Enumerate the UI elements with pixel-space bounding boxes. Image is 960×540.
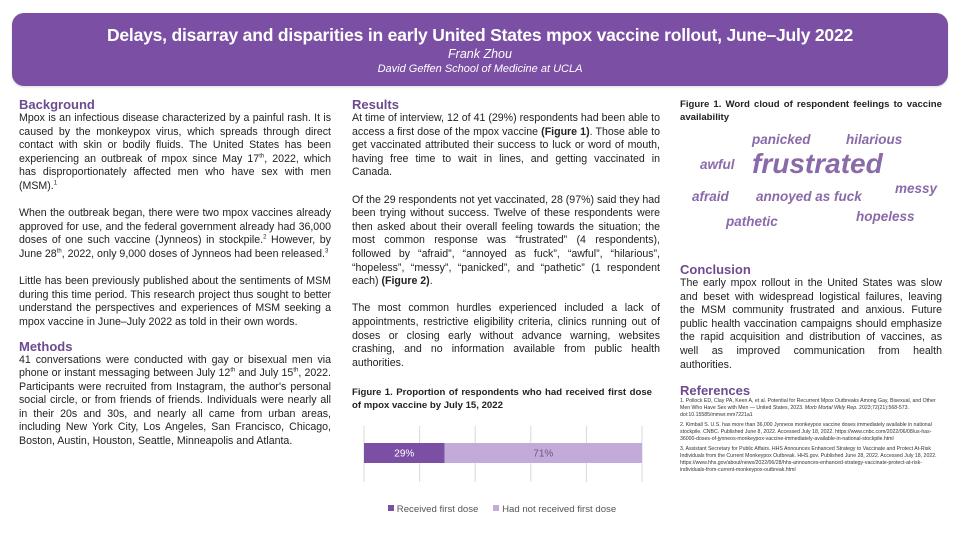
word-cloud-title: Figure 1. Word cloud of respondent feelings to vaccine availability bbox=[680, 99, 942, 123]
text-run: . bbox=[429, 275, 433, 288]
conclusion-paragraph: The early mpox rollout in the United States was slow and beset with widespread logistical failures, leaving the MSM community frustrated and anxious. Future public health vaccination campaigns should emphasize the rapid acquisition and distribution of vaccines, as well as improved communication from health authorities. bbox=[680, 277, 942, 371]
citation-ref: 2 bbox=[263, 234, 267, 241]
middle-column bbox=[352, 97, 660, 532]
results-paragraph-2 bbox=[352, 194, 660, 289]
reference-text: 1. Pollock ED, Clay PA, Keen A, et al. Potential for Recurrent Mpox Outbreaks Among Gay, Bisexual, and Other Men Who Have Sex with Men — United States, 2023. bbox=[680, 398, 936, 412]
reference-text: 2. Kimball S. U.S. has more than 36,000 Jynneos monkeypox vaccine doses immediately available in national stockpile. CNBC. Published June 8, 2022. Accessed July 18, 2022. https://www.cnbc.com/2022/06/08/us-has-36000-doses-of-jynneos-monkeypox-vaccine-immediately-available-in-national-stockpile.html bbox=[680, 422, 932, 443]
reference-item bbox=[680, 398, 942, 419]
legend-item-not-received bbox=[493, 504, 616, 515]
bar-data-label: 71% bbox=[533, 448, 554, 460]
background-paragraph-1 bbox=[19, 112, 331, 194]
superscript: th bbox=[293, 367, 299, 374]
word-hilarious: hilarious bbox=[846, 132, 903, 147]
superscript: th bbox=[56, 248, 62, 255]
chart-title: Figure 1. Proportion of respondents who had received first dose of mpox vaccine by July 15, 2022 bbox=[352, 387, 652, 411]
conclusion-heading: Conclusion bbox=[680, 262, 751, 277]
methods-paragraph bbox=[19, 354, 331, 449]
left-column bbox=[19, 97, 331, 449]
text-run: However, by June 28 bbox=[19, 234, 331, 260]
results-paragraph-3: The most common hurdles experienced included a lack of appointments, restrictive eligibility criteria, clinics running out of doses or closing early without advance warning, websites crashing, and no information available from public health authorities. bbox=[352, 302, 660, 369]
results-paragraph-1 bbox=[352, 112, 660, 180]
author-name: Frank Zhou bbox=[448, 47, 512, 61]
word-messy: messy bbox=[895, 181, 938, 196]
word-awful: awful bbox=[700, 157, 735, 172]
reference-journal: Morb Mortal Wkly Rep bbox=[804, 405, 857, 412]
text-run: , 2022. Participants were recruited from Instagram, the author's personal social circle, or from friends of friends. Individuals were nearly all in their 20s and 30s, and nearly all came from urban areas, including New York City, Los Angeles, San Francisco, Chicago, Boston, Austin, Houston, Seattle, Minneapolis and Atlanta. bbox=[19, 367, 332, 448]
text-run: , 2022, which has disproportionately affected men who have sex with men (MSM). bbox=[19, 152, 331, 192]
superscript: th bbox=[259, 153, 265, 160]
text-run: When the outbreak began, there were two mpox vaccines already approved for use, and the federal government already had 36,000 doses of one such vaccine (Jynneos) in stockpile. bbox=[19, 207, 331, 247]
reference-text: 3. Assistant Secretary for Public Affairs. HHS Announces Enhanced Strategy to Vaccinate and Protect At-Risk Individuals from the Current Monkeypox Outbreak. HHS.gov. Published June 28, 2022. Accessed July 18, 2022. https://www.hhs.gov/about/news/2022/06/28/hhs-announces-enhanced-strategy-vaccinate-protect-at-risk-individuals-from-current-monkeypox-outbreak.html bbox=[680, 446, 937, 474]
references-heading: References bbox=[680, 383, 751, 399]
chart-legend bbox=[352, 504, 652, 515]
references-list bbox=[680, 398, 942, 474]
figure-ref: (Figure 2) bbox=[381, 275, 430, 288]
legend-swatch bbox=[388, 505, 394, 511]
word-afraid: afraid bbox=[692, 189, 729, 204]
word-frustrated: frustrated bbox=[752, 148, 883, 179]
poster-header bbox=[12, 13, 948, 86]
text-run: . Those able to get vaccinated attributed their success to luck or word of mouth, having free time to wait in lines, and getting vaccinated in Canada. bbox=[352, 125, 660, 179]
legend-label: Received first dose bbox=[396, 504, 479, 516]
reference-item bbox=[680, 422, 942, 443]
legend-label: Had not received first dose bbox=[502, 504, 617, 516]
poster-title: Delays, disarray and disparities in early United States mpox vaccine rollout, June–July 2022 bbox=[106, 25, 854, 45]
text-run: Mpox is an infectious disease characterized by a painful rash. It is caused by the monkeypox virus, which spreads through direct contact with skin or bodily fluids. The United States has been experiencing an outbreak of mpox since May 17 bbox=[19, 112, 331, 165]
text-run: Of the 29 respondents not yet vaccinated, 28 (97%) said they had been trying without success. Twelve of these respondents were then asked about their overall feeling towards the situation; the most common response was “frustrated” (4 respondents), followed by “afraid”, “annoyed as fuck”, “awful”, “hilarious”, “hopeless”, “messy”, “panicked”, and “pathetic” (1 respondent each) bbox=[352, 193, 660, 288]
legend-swatch bbox=[493, 505, 499, 511]
chart-svg bbox=[352, 412, 652, 502]
figure-ref: (Figure 1) bbox=[541, 125, 590, 138]
reference-item bbox=[680, 446, 942, 474]
word-cloud bbox=[680, 132, 942, 250]
legend-item-received bbox=[388, 504, 479, 515]
background-paragraph-2 bbox=[19, 207, 331, 261]
citation-ref: 3 bbox=[325, 248, 329, 255]
bar-data-label: 29% bbox=[394, 448, 415, 460]
text-run: and July 15 bbox=[235, 367, 294, 380]
background-paragraph-3: Little has been previously published about the sentiments of MSM during this time period. This research project thus sought to better understand the perspectives and experiences of MSM seeking a mpox vaccine in June–July 2022 as told in their own words. bbox=[19, 275, 331, 328]
word-hopeless: hopeless bbox=[856, 209, 915, 224]
methods-heading: Methods bbox=[19, 338, 73, 354]
word-annoyed-as-fuck: annoyed as fuck bbox=[756, 189, 862, 204]
citation-ref: 1 bbox=[53, 180, 58, 187]
text-run: 41 conversations were conducted with gay or bisexual men via phone or instant messaging between July 12 bbox=[19, 353, 331, 380]
background-heading: Background bbox=[19, 97, 95, 112]
right-column bbox=[680, 99, 942, 477]
text-run: , 2022, only 9,000 doses of Jynneos had been released. bbox=[61, 247, 325, 260]
author-affiliation: David Geffen School of Medicine at UCLA bbox=[377, 63, 583, 75]
stacked-bar-chart bbox=[352, 412, 652, 532]
text-run: At time of interview, 12 of 41 (29%) respondents had been able to access a first dose of the mpox vaccine bbox=[352, 112, 660, 138]
word-pathetic: pathetic bbox=[726, 214, 778, 229]
reference-text: . 2023;72(21):568-573. doi:10.15585/mmwr.mm7221a1 bbox=[680, 405, 909, 419]
results-heading: Results bbox=[352, 97, 399, 112]
superscript: th bbox=[230, 367, 236, 374]
word-panicked: panicked bbox=[752, 132, 811, 147]
